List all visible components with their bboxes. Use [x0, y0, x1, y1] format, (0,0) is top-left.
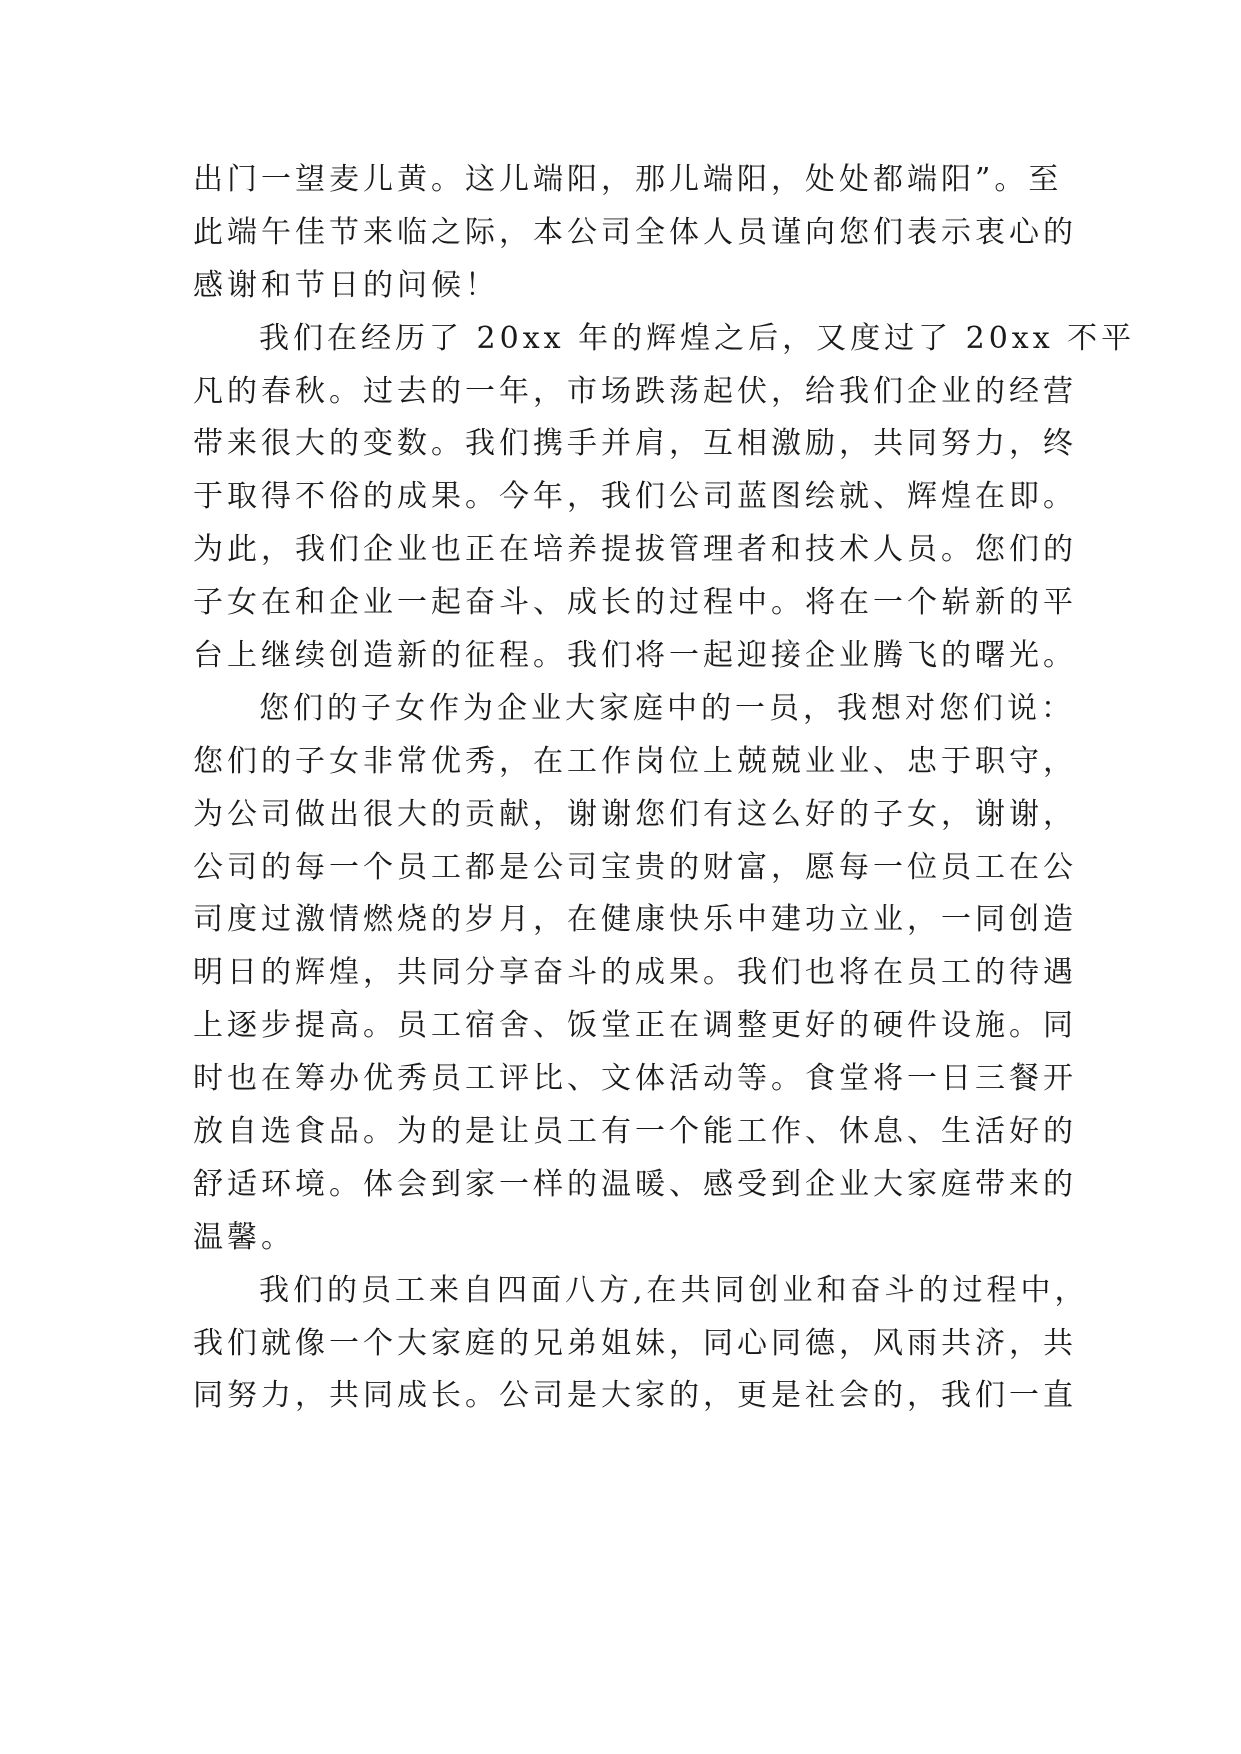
text-line: 我们在经历了 20xx 年的辉煌之后，又度过了 20xx 不平: [259, 320, 1136, 356]
paragraph-1: [193, 154, 1077, 313]
text-line: 放自选食品。为的是让员工有一个能工作、休息、生活好的: [193, 1114, 1077, 1150]
text-line: 同努力，共同成长。公司是大家的，更是社会的，我们一直: [193, 1378, 1077, 1414]
text-line: 凡的春秋。过去的一年，市场跌荡起伏，给我们企业的经营: [193, 373, 1077, 409]
text-line: 舒适环境。体会到家一样的温暖、感受到企业大家庭带来的: [193, 1166, 1077, 1202]
text-line: 上逐步提高。员工宿舍、饭堂正在调整更好的硬件设施。同: [193, 1008, 1077, 1044]
text-line: 出门一望麦儿黄。这儿端阳，那儿端阳，处处都端阳”。至: [193, 162, 1063, 197]
text-line: 台上继续创造新的征程。我们将一起迎接企业腾飞的曙光。: [193, 638, 1077, 674]
paragraph-2: [193, 313, 1136, 683]
text-line: 公司的每一个员工都是公司宝贵的财富，愿每一位员工在公: [193, 849, 1077, 885]
text-line: 我们就像一个大家庭的兄弟姐妹，同心同德，风雨共济，共: [193, 1325, 1077, 1361]
text-line: 为此，我们企业也正在培养提拔管理者和技术人员。您们的: [193, 532, 1077, 568]
body-text: [193, 154, 1136, 1423]
text-line: 您们的子女非常优秀，在工作岗位上兢兢业业、忠于职守，: [193, 743, 1077, 779]
text-line: 于取得不俗的成果。今年，我们公司蓝图绘就、辉煌在即。: [193, 479, 1077, 515]
text-line: 司度过激情燃烧的岁月，在健康快乐中建功立业，一同创造: [193, 902, 1077, 938]
text-line: 为公司做出很大的贡献，谢谢您们有这么好的子女，谢谢，: [193, 796, 1077, 832]
text-line: 您们的子女作为企业大家庭中的一员，我想对您们说：: [259, 690, 1075, 726]
text-line: 温馨。: [193, 1219, 295, 1255]
text-line: 时也在筹办优秀员工评比、文体活动等。食堂将一日三餐开: [193, 1061, 1077, 1097]
paragraph-3: [193, 683, 1077, 1265]
text-line: 子女在和企业一起奋斗、成长的过程中。将在一个崭新的平: [193, 585, 1077, 621]
paragraph-4: [193, 1265, 1089, 1424]
text-line: 此端午佳节来临之际，本公司全体人员谨向您们表示衷心的: [193, 214, 1077, 250]
text-line: 明日的辉煌，共同分享奋斗的成果。我们也将在员工的待遇: [193, 955, 1077, 991]
text-line: 感谢和节日的问候！: [193, 267, 499, 303]
text-line: 带来很大的变数。我们携手并肩，互相激励，共同努力，终: [193, 426, 1077, 462]
text-line: 我们的员工来自四面八方,在共同创业和奋斗的过程中，: [259, 1272, 1089, 1308]
